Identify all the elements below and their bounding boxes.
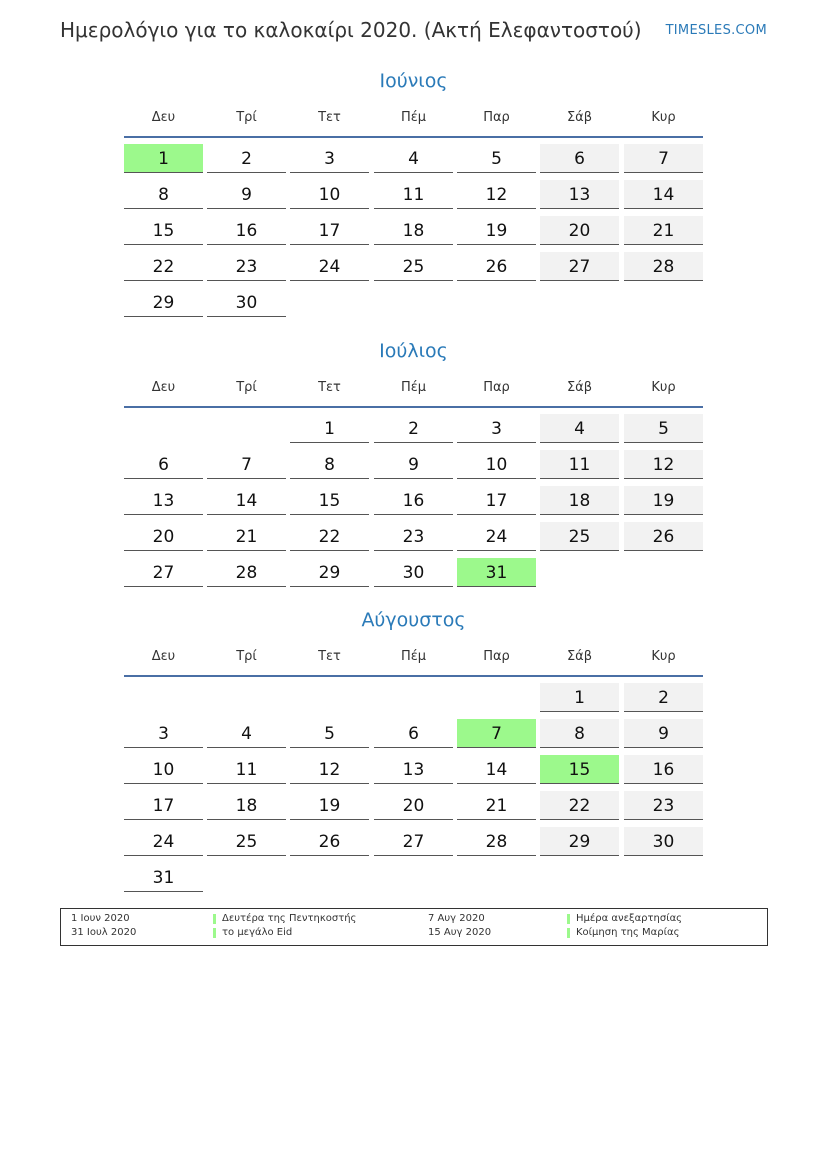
header-divider — [124, 675, 703, 677]
legend-marker — [213, 914, 216, 924]
day-cell: 21 — [624, 216, 703, 245]
day-cell: 30 — [374, 558, 453, 587]
day-cell: 27 — [540, 252, 619, 281]
day-cell: 19 — [290, 791, 369, 820]
month-name: Ιούνιος — [379, 70, 448, 92]
day-cell: 29 — [124, 288, 203, 317]
weekday-label: Παρ — [483, 110, 510, 125]
day-cell: 11 — [540, 450, 619, 479]
day-cell: 22 — [124, 252, 203, 281]
legend-date: 15 Αυγ 2020 — [428, 927, 492, 938]
day-cell: 20 — [540, 216, 619, 245]
day-cell: 23 — [207, 252, 286, 281]
day-cell: 28 — [624, 252, 703, 281]
day-cell: 10 — [124, 755, 203, 784]
weekday-label: Σάβ — [566, 649, 593, 664]
day-cell: 16 — [624, 755, 703, 784]
day-cell: 23 — [624, 791, 703, 820]
day-cell: 2 — [624, 683, 703, 712]
day-cell: 8 — [290, 450, 369, 479]
day-cell: 26 — [290, 827, 369, 856]
weekday-label: Τετ — [318, 649, 341, 664]
holiday-day-cell: 1 — [124, 144, 203, 173]
day-cell: 3 — [124, 719, 203, 748]
legend-holiday-name: Κοίμηση της Μαρίας — [576, 927, 680, 938]
weekday-label: Πέμ — [400, 380, 427, 395]
day-cell: 9 — [624, 719, 703, 748]
legend-date: 7 Αυγ 2020 — [428, 913, 485, 924]
day-cell: 12 — [624, 450, 703, 479]
day-cell: 4 — [374, 144, 453, 173]
day-cell: 5 — [624, 414, 703, 443]
day-cell: 26 — [624, 522, 703, 551]
day-cell: 17 — [457, 486, 536, 515]
legend-date: 31 Ιουλ 2020 — [71, 927, 137, 938]
day-cell: 23 — [374, 522, 453, 551]
page-title: Ημερολόγιο για το καλοκαίρι 2020. (Ακτή Ελεφαντοστού) — [60, 18, 642, 42]
day-cell: 15 — [124, 216, 203, 245]
day-cell: 5 — [290, 719, 369, 748]
holiday-day-cell: 7 — [457, 719, 536, 748]
header-divider — [124, 136, 703, 138]
day-cell: 17 — [290, 216, 369, 245]
weekday-label: Κυρ — [651, 649, 676, 664]
brand-link[interactable]: TIMESLES.COM — [665, 23, 767, 38]
day-cell: 19 — [624, 486, 703, 515]
day-cell: 8 — [540, 719, 619, 748]
day-cell: 7 — [207, 450, 286, 479]
day-cell: 18 — [207, 791, 286, 820]
header-divider — [124, 406, 703, 408]
day-cell: 6 — [540, 144, 619, 173]
day-cell: 22 — [540, 791, 619, 820]
day-cell: 6 — [374, 719, 453, 748]
day-cell: 30 — [624, 827, 703, 856]
day-cell: 19 — [457, 216, 536, 245]
day-cell: 1 — [540, 683, 619, 712]
day-cell: 11 — [207, 755, 286, 784]
day-cell: 10 — [290, 180, 369, 209]
day-cell: 31 — [124, 863, 203, 892]
weekday-label: Δευ — [151, 649, 176, 664]
weekday-label: Κυρ — [651, 110, 676, 125]
legend-date: 1 Ιουν 2020 — [71, 913, 130, 924]
day-cell: 2 — [207, 144, 286, 173]
month-section — [0, 609, 827, 888]
day-cell: 22 — [290, 522, 369, 551]
day-cell: 3 — [457, 414, 536, 443]
day-cell: 5 — [457, 144, 536, 173]
month-section — [0, 340, 827, 583]
day-cell: 27 — [124, 558, 203, 587]
day-cell: 3 — [290, 144, 369, 173]
day-cell: 12 — [457, 180, 536, 209]
legend-marker — [567, 914, 570, 924]
month-name: Ιούλιος — [379, 340, 448, 362]
day-cell: 27 — [374, 827, 453, 856]
day-cell: 25 — [207, 827, 286, 856]
day-cell: 14 — [624, 180, 703, 209]
day-cell: 18 — [374, 216, 453, 245]
day-cell: 24 — [290, 252, 369, 281]
weekday-label: Κυρ — [651, 380, 676, 395]
weekday-label: Παρ — [483, 649, 510, 664]
day-cell: 8 — [124, 180, 203, 209]
day-cell: 20 — [124, 522, 203, 551]
day-cell: 21 — [457, 791, 536, 820]
weekday-label: Πέμ — [400, 649, 427, 664]
weekday-label: Δευ — [151, 380, 176, 395]
day-cell: 16 — [207, 216, 286, 245]
weekday-label: Τρί — [236, 380, 257, 395]
day-cell: 2 — [374, 414, 453, 443]
weekday-label: Δευ — [151, 110, 176, 125]
legend-marker — [567, 928, 570, 938]
day-cell: 29 — [540, 827, 619, 856]
weekday-label: Σάβ — [566, 110, 593, 125]
day-cell: 25 — [540, 522, 619, 551]
day-cell: 14 — [207, 486, 286, 515]
day-cell: 21 — [207, 522, 286, 551]
day-cell: 4 — [540, 414, 619, 443]
weekday-label: Πέμ — [400, 110, 427, 125]
day-cell: 9 — [207, 180, 286, 209]
holiday-legend — [60, 908, 768, 946]
day-cell: 12 — [290, 755, 369, 784]
day-cell: 13 — [540, 180, 619, 209]
day-cell: 18 — [540, 486, 619, 515]
weekday-label: Τετ — [318, 110, 341, 125]
day-cell: 4 — [207, 719, 286, 748]
holiday-day-cell: 15 — [540, 755, 619, 784]
day-cell: 24 — [124, 827, 203, 856]
legend-holiday-name: Δευτέρα της Πεντηκοστής — [222, 913, 357, 924]
day-cell: 6 — [124, 450, 203, 479]
holiday-day-cell: 31 — [457, 558, 536, 587]
day-cell: 9 — [374, 450, 453, 479]
day-cell: 17 — [124, 791, 203, 820]
day-cell: 7 — [624, 144, 703, 173]
day-cell: 29 — [290, 558, 369, 587]
weekday-label: Τρί — [236, 649, 257, 664]
day-cell: 28 — [457, 827, 536, 856]
day-cell: 15 — [290, 486, 369, 515]
month-section — [0, 70, 827, 313]
day-cell: 28 — [207, 558, 286, 587]
weekday-label: Παρ — [483, 380, 510, 395]
legend-holiday-name: το μεγάλο Eid — [222, 927, 293, 938]
day-cell: 25 — [374, 252, 453, 281]
page-header — [60, 18, 767, 48]
legend-holiday-name: Ημέρα ανεξαρτησίας — [576, 913, 683, 924]
legend-marker — [213, 928, 216, 938]
day-cell: 13 — [374, 755, 453, 784]
weekday-label: Τετ — [318, 380, 341, 395]
weekday-label: Τρί — [236, 110, 257, 125]
day-cell: 10 — [457, 450, 536, 479]
day-cell: 13 — [124, 486, 203, 515]
day-cell: 20 — [374, 791, 453, 820]
day-cell: 16 — [374, 486, 453, 515]
day-cell: 11 — [374, 180, 453, 209]
weekday-label: Σάβ — [566, 380, 593, 395]
day-cell: 1 — [290, 414, 369, 443]
day-cell: 30 — [207, 288, 286, 317]
day-cell: 14 — [457, 755, 536, 784]
month-name: Αύγουστος — [361, 609, 466, 631]
day-cell: 26 — [457, 252, 536, 281]
day-cell: 24 — [457, 522, 536, 551]
